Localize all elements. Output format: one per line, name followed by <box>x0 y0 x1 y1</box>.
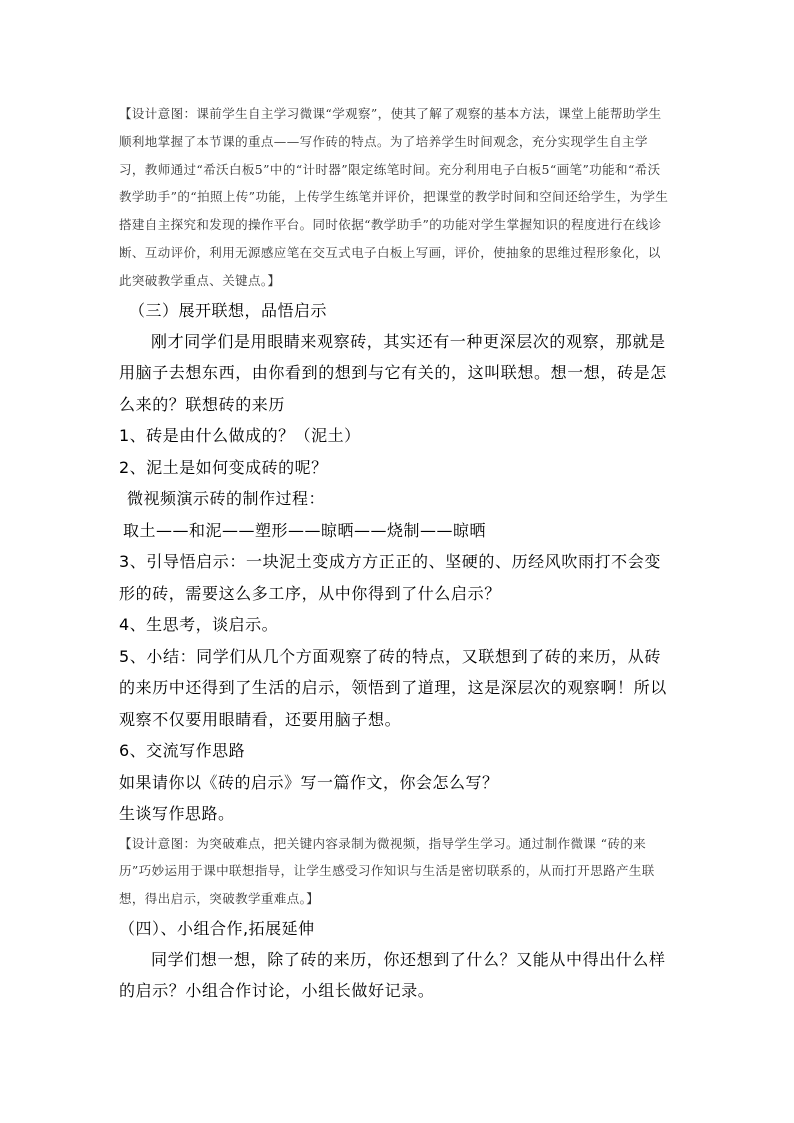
list-item-5: 5、小结：同学们从几个方面观察了砖的特点，又联想到了砖的来历，从砖的来历中还得到了生活的启示，领悟到了道理，这是深层次的观察啊！所以观察不仅要用眼睛看，还要用脑子想。 <box>119 646 667 729</box>
section-4-text: 同学们想一想，除了砖的来历，你还想到了什么？又能从中得出什么样的启示？小组合作讨论，小组长做好记录。 <box>119 949 666 1001</box>
design-intent-note-1: 【设计意图：课前学生自主学习微课“学观察”，使其了解了观察的基本方法，课堂上能帮助学生顺利地掌握了本节课的重点——写作砖的特点。为了培养学生时间观念，充分实现学生自主学习，教师通过“希沃白板5”中的“计时器”限定练笔时间。充分利用电子白板5“画笔”功能和“希沃教学助手”的“拍照上传”功能，上传学生练笔并评价，把课堂的教学时间和空间还给学生，为学生搭建自主探究和发现的操作平台。同时依据“教学助手”的功能对学生掌握知识的程度进行在线诊断、互动评价，利用无源感应笔在交互式电子白板上写画，评价，使抽象的思维过程形象化，以此突破教学重点、关键点。】 <box>119 106 669 288</box>
section-3-heading: （三）展开联想，品悟启示 <box>129 300 328 320</box>
list-item-4: 4、生思考，谈启示。 <box>119 615 279 635</box>
design-intent-note-2: 【设计意图：为突破难点，把关键内容录制为微视频，指导学生学习。通过制作微课 “砖的来历”巧妙运用于课中联想指导，让学生感受习作知识与生活是密切联系的，从而打开思路产生联想，得出启示，突破教学重难点。】 <box>119 835 655 907</box>
list-item-2: 2、泥土是如何变成砖的呢？ <box>119 457 328 477</box>
video-caption: 微视频演示砖的制作过程： <box>127 489 326 509</box>
writing-answer: 生谈写作思路。 <box>119 804 235 824</box>
list-item-1: 1、砖是由什么做成的？（泥土） <box>119 426 361 446</box>
section-4-heading: （四）、小组合作,拓展延伸 <box>119 918 315 938</box>
section-3-intro: 刚才同学们是用眼睛来观察砖，其实还有一种更深层次的观察，那就是用脑子去想东西，由你看到的想到与它有关的，这叫联想。想一想，砖是怎么来的？联想砖的来历 <box>119 331 667 414</box>
list-item-6: 6、交流写作思路 <box>119 741 246 761</box>
writing-question: 如果请你以《砖的启示》写一篇作文，你会怎么写？ <box>119 772 499 792</box>
brick-process-steps: 取土——和泥——塑形——晾晒——烧制——晾晒 <box>123 520 487 540</box>
list-item-3: 3、引导悟启示：一块泥土变成方方正正的、坚硬的、历经风吹雨打不会变形的砖，需要这么多工序，从中你得到了什么启示？ <box>119 552 661 603</box>
document-page <box>119 100 671 1007</box>
